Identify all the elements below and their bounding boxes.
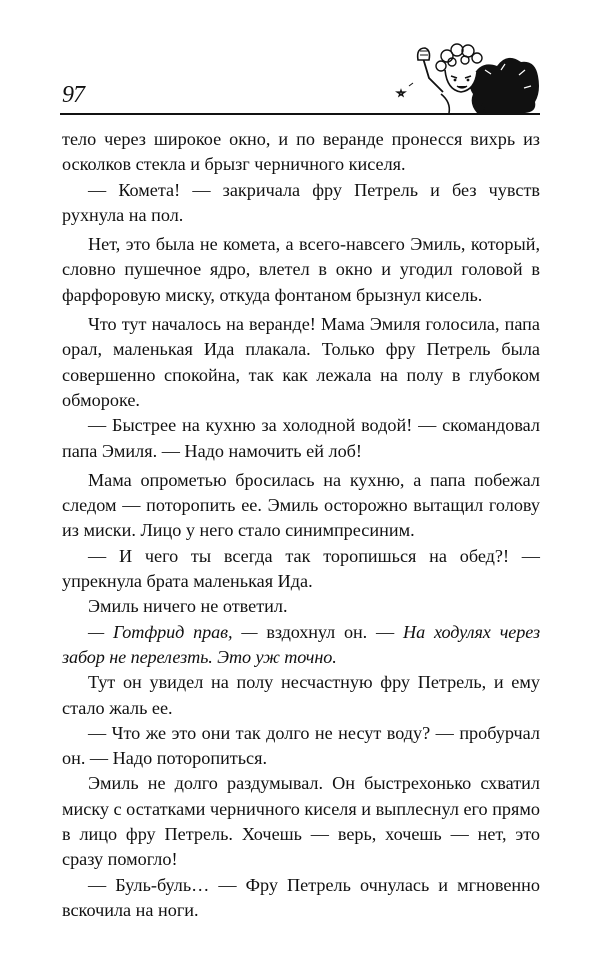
page-number: 97	[62, 82, 84, 108]
paragraph: — Буль-буль… — Фру Петрель очнулась и мгновенно вскочила на ноги.	[62, 874, 540, 920]
speech-attribution: вздохнул он. —	[257, 621, 404, 642]
paragraph: Нет, это была не комета, а всего-навсего Эмиль, который, словно пушечное ядро, влетел в окно и угодил головой в фарфоровую миску, откуда фонтаном брызнул кисель.	[62, 234, 540, 305]
boy-illustration-icon	[385, 36, 540, 116]
page-header	[60, 36, 540, 118]
body-text	[62, 127, 540, 923]
paragraph: — И чего ты всегда так торопишься на обед?! — упрекнула брата маленькая Ида.	[62, 545, 540, 592]
paragraph: — Комета! — закричала фру Петрель и без чувств рухнула на пол.	[62, 179, 540, 225]
paragraph: тело через широкое окно, и по веранде пронесся вихрь из осколков стекла и брызг черничного киселя.	[62, 129, 540, 175]
paragraph: — Быстрее на кухню за холодной водой! — скомандовал папа Эмиля. — Надо намочить ей лоб!	[62, 415, 540, 461]
paragraph: Эмиль не долго раздумывал. Он быстрехонько схватил миску с остатками черничного киселя и выплеснул его прямо в лицо фру Петрель. Хочешь — верь, хочешь — нет, это сразу помогло!	[62, 773, 540, 870]
paragraph: — Что же это они так долго не несут воду? — пробурчал он. — Надо поторопиться.	[62, 722, 540, 769]
italic-speech: На ходулях через забор не перелезть. Это уж точно.	[62, 621, 540, 667]
paragraph: Мама опрометью бросилась на кухню, а папа побежал следом — поторопить ее. Эмиль осторожно вытащил голову из миски. Лицо у него стало синимпресиним.	[62, 469, 540, 541]
header-rule	[60, 113, 540, 115]
paragraph: Что тут началось на веранде! Мама Эмиля голосила, папа орал, маленькая Ида плакала. Только фру Петрель была совершенно спокойна, так как лежала на полу в глубоком обмороке.	[62, 314, 540, 410]
paragraph: Эмиль ничего не ответил.	[88, 596, 288, 617]
italic-speech: — Готфрид прав, —	[88, 621, 258, 642]
paragraph: Тут он увидел на полу несчастную фру Петрель, и ему стало жаль ее.	[62, 672, 540, 718]
paragraph	[62, 620, 540, 671]
